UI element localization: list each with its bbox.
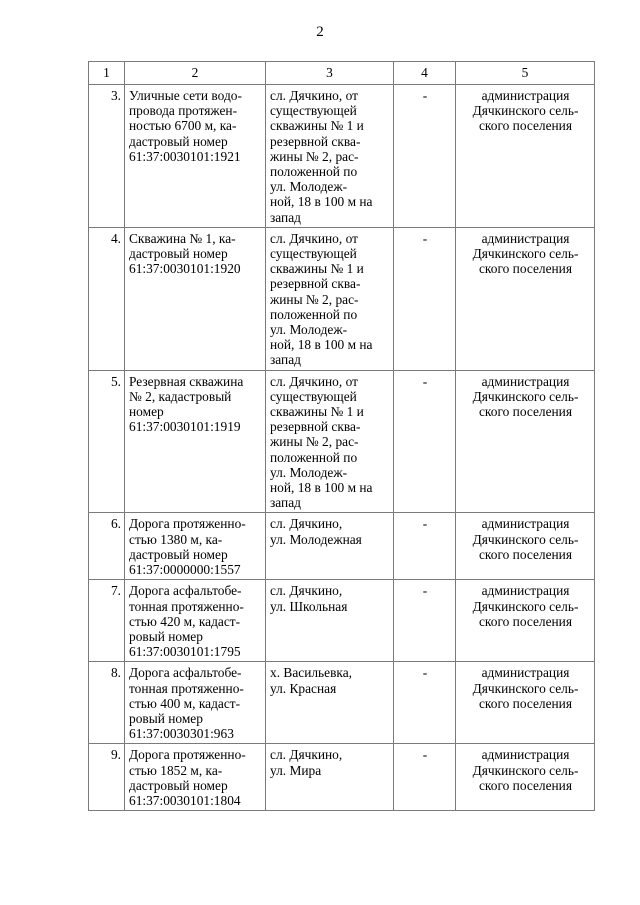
object-name-line: провода протяжен- — [129, 103, 238, 119]
location-line: запад — [270, 352, 301, 368]
location-line: скважины № 1 и — [270, 261, 364, 277]
location-line: положенной по — [270, 164, 358, 180]
table-row — [89, 744, 595, 811]
location-line: скважины № 1 и — [270, 118, 364, 134]
object-name-line: 61:37:0030301:963 — [129, 726, 234, 742]
owner-line: Дячкинского сель- — [472, 762, 579, 778]
location-line: существующей — [270, 103, 357, 119]
owner-line: ского поселения — [478, 777, 573, 793]
location-line: жины № 2, рас- — [270, 291, 359, 307]
column-4-cell: - — [394, 580, 456, 662]
column-4-cell: - — [394, 227, 456, 370]
location-line: жины № 2, рас- — [270, 434, 359, 450]
object-name-line: Дорога протяженно- — [129, 747, 246, 763]
location-line: сл. Дячкино, от — [270, 88, 358, 103]
location-line: ул. Молодеж- — [270, 179, 348, 195]
owner-cell — [456, 370, 595, 513]
location-cell — [266, 744, 394, 811]
location-line: сл. Дячкино, от — [270, 373, 358, 389]
location-line: жины № 2, рас- — [270, 148, 359, 164]
owner-line: ского поселения — [478, 404, 573, 420]
location-line: скважины № 1 и — [270, 404, 364, 420]
owner-line: ского поселения — [478, 118, 573, 134]
object-name-line: тонная протяженно- — [129, 680, 244, 696]
object-name-line: дастровый номер — [129, 777, 228, 793]
location-line: положенной по — [270, 306, 358, 322]
row-number-cell: 8. — [89, 662, 125, 744]
object-name-line: Скважина № 1, ка- — [129, 230, 236, 246]
column-4-cell: - — [394, 744, 456, 811]
object-name-cell — [125, 662, 266, 744]
table-row — [89, 370, 595, 513]
owner-line: Дячкинского сель- — [472, 246, 579, 262]
owner-cell — [456, 744, 595, 811]
object-name-line: 61:37:0030101:1804 — [129, 792, 241, 808]
column-4-cell: - — [394, 513, 456, 580]
location-line: резервной сква- — [270, 276, 361, 292]
owner-line: администрация — [481, 230, 570, 246]
object-name-line: Резервная скважина — [129, 373, 244, 389]
location-line: сл. Дячкино, — [270, 747, 343, 763]
header-cell-2: 2 — [125, 62, 266, 85]
header-cell-1: 1 — [89, 62, 125, 85]
owner-line: Дячкинского сель- — [472, 103, 579, 119]
location-line: ной, 18 в 100 м на — [270, 194, 373, 210]
object-name-line: тонная протяженно- — [129, 598, 244, 614]
object-name-line: 61:37:0030101:1795 — [129, 644, 241, 660]
object-name-line: Уличные сети водо- — [129, 88, 242, 103]
owner-cell — [456, 513, 595, 580]
location-cell — [266, 513, 394, 580]
row-number-cell: 4. — [89, 227, 125, 370]
location-line: сл. Дячкино, — [270, 583, 343, 599]
location-line: сл. Дячкино, от — [270, 230, 358, 246]
object-name-cell — [125, 370, 266, 513]
location-line: запад — [270, 209, 301, 225]
location-line: ной, 18 в 100 м на — [270, 337, 373, 353]
owner-line: ского поселения — [478, 613, 573, 629]
table-row — [89, 513, 595, 580]
object-name-line: 61:37:0030101:1921 — [129, 148, 241, 164]
object-name-line: № 2, кадастровый — [129, 388, 232, 404]
location-cell — [266, 370, 394, 513]
owner-line: ского поселения — [478, 695, 573, 711]
header-cell-5: 5 — [456, 62, 595, 85]
object-name-line: 61:37:0000000:1557 — [129, 562, 241, 578]
object-name-cell — [125, 85, 266, 228]
location-cell — [266, 662, 394, 744]
location-line: сл. Дячкино, — [270, 516, 343, 532]
object-name-line: 61:37:0030101:1919 — [129, 419, 241, 435]
row-number-cell: 6. — [89, 513, 125, 580]
location-line: ул. Молодеж- — [270, 322, 348, 338]
location-line: запад — [270, 495, 301, 511]
location-cell — [266, 580, 394, 662]
object-name-cell — [125, 744, 266, 811]
object-name-line: стью 1380 м, ка- — [129, 531, 223, 547]
row-number-cell: 7. — [89, 580, 125, 662]
object-name-line: стью 1852 м, ка- — [129, 762, 223, 778]
location-line: ной, 18 в 100 м на — [270, 480, 373, 496]
object-name-line: стью 400 м, кадаст- — [129, 695, 241, 711]
table-body — [89, 85, 595, 811]
owner-line: администрация — [481, 747, 570, 763]
object-name-cell — [125, 227, 266, 370]
object-name-line: ровый номер — [129, 628, 203, 644]
row-number-cell: 9. — [89, 744, 125, 811]
column-4-cell: - — [394, 85, 456, 228]
location-cell — [266, 85, 394, 228]
object-name-cell — [125, 513, 266, 580]
owner-cell — [456, 227, 595, 370]
owner-line: Дячкинского сель- — [472, 531, 579, 547]
row-number-cell: 5. — [89, 370, 125, 513]
header-cell-3: 3 — [266, 62, 394, 85]
object-name-line: дастровый номер — [129, 133, 228, 149]
location-line: существующей — [270, 246, 357, 262]
owner-line: администрация — [481, 583, 570, 599]
owner-cell — [456, 85, 595, 228]
object-name-line: 61:37:0030101:1920 — [129, 261, 241, 277]
object-name-line: стью 420 м, кадаст- — [129, 613, 241, 629]
location-cell — [266, 227, 394, 370]
location-line: ул. Молодежная — [270, 531, 362, 547]
owner-line: Дячкинского сель- — [472, 680, 579, 696]
table-header-row — [89, 62, 595, 85]
object-name-line: дастровый номер — [129, 246, 228, 262]
location-line: положенной по — [270, 449, 358, 465]
location-line: ул. Красная — [270, 680, 337, 696]
page-number: 2 — [316, 24, 324, 40]
location-line: существующей — [270, 388, 357, 404]
object-name-cell — [125, 580, 266, 662]
owner-line: администрация — [481, 665, 570, 681]
object-name-line: Дорога асфальтобе- — [129, 583, 242, 599]
owner-line: Дячкинского сель- — [472, 598, 579, 614]
object-name-line: ностью 6700 м, ка- — [129, 118, 237, 134]
row-number-cell: 3. — [89, 85, 125, 228]
owner-line: администрация — [481, 88, 570, 103]
property-registry-table — [88, 61, 595, 811]
location-line: ул. Мира — [270, 762, 322, 778]
owner-line: ского поселения — [478, 546, 573, 562]
owner-line: администрация — [481, 516, 570, 532]
owner-line: ского поселения — [478, 261, 573, 277]
location-line: х. Васильевка, — [270, 665, 353, 681]
location-line: резервной сква- — [270, 419, 361, 435]
header-cell-4: 4 — [394, 62, 456, 85]
location-line: ул. Школьная — [270, 598, 348, 614]
location-line: резервной сква- — [270, 133, 361, 149]
object-name-line: Дорога асфальтобе- — [129, 665, 242, 681]
object-name-line: дастровый номер — [129, 546, 228, 562]
owner-line: администрация — [481, 373, 570, 389]
table-row — [89, 662, 595, 744]
location-line: ул. Молодеж- — [270, 464, 348, 480]
column-4-cell: - — [394, 662, 456, 744]
owner-cell — [456, 662, 595, 744]
owner-cell — [456, 580, 595, 662]
object-name-line: ровый номер — [129, 710, 203, 726]
table-row — [89, 85, 595, 228]
object-name-line: Дорога протяженно- — [129, 516, 246, 532]
table-row — [89, 580, 595, 662]
column-4-cell: - — [394, 370, 456, 513]
table-row — [89, 227, 595, 370]
owner-line: Дячкинского сель- — [472, 388, 579, 404]
object-name-line: номер — [129, 404, 164, 420]
